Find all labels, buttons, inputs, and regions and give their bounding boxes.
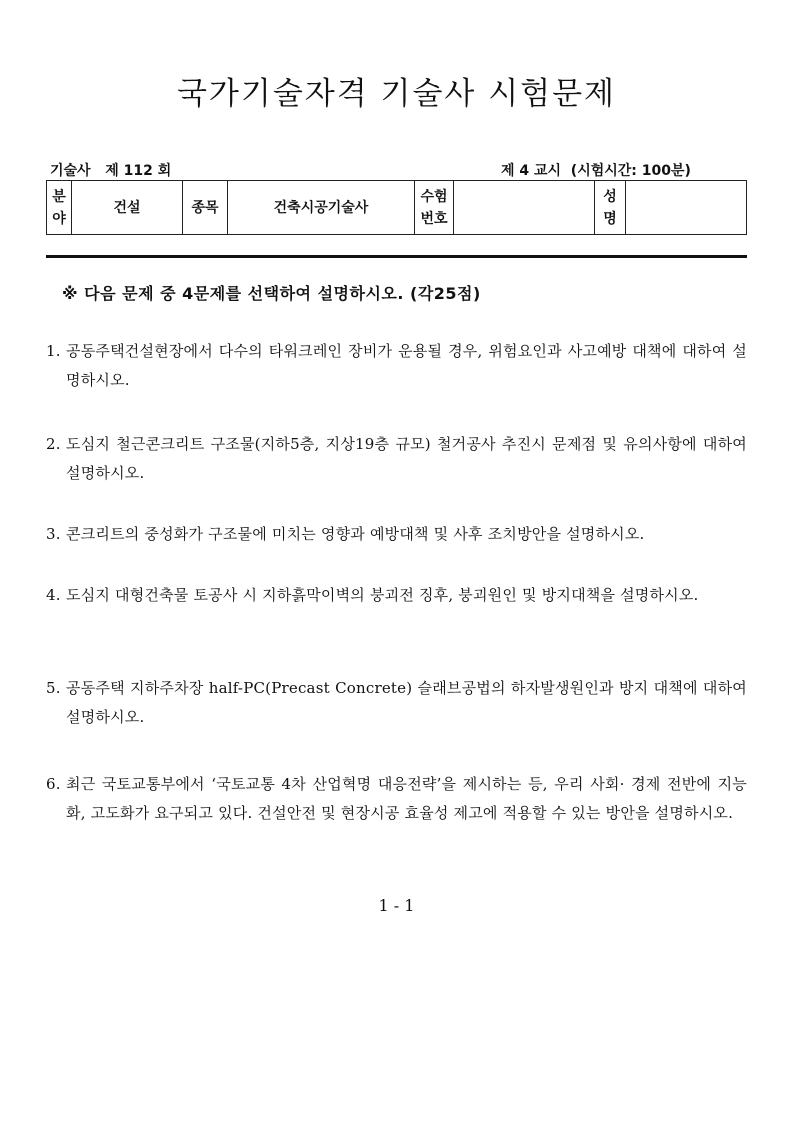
question-item (46, 430, 747, 488)
question-item (46, 337, 747, 395)
field-label-cell (47, 181, 72, 235)
name-label-cell (595, 181, 626, 235)
exam-session: 제 4 교시 (시험시간: 100분) (501, 163, 691, 179)
question-number: 4. (46, 586, 61, 604)
category-label: 종목 (183, 181, 228, 235)
exam-no-label-cell (415, 181, 454, 235)
exam-round: 기술사 제 112 회 (50, 163, 172, 179)
instruction: ※ 다음 문제 중 4문제를 선택하여 설명하시오. (각25점) (62, 284, 481, 303)
question-text: 콘크리트의 중성화가 구조물에 미치는 영향과 예방대책 및 사후 조치방안을 설명하시오. (66, 525, 645, 543)
category-value: 건축시공기술사 (228, 181, 415, 235)
exam-no-value (454, 181, 595, 235)
exam-no-label: 수험 번호 (420, 188, 448, 227)
question-text: 최근 국토교통부에서 ‘국토교통 4차 산업혁명 대응전략’을 제시하는 등, 우리 사회· 경제 전반에 지능화, 고도화가 요구되고 있다. 건설안전 및 현장시공 효율성 제고에 적용할 수 있는 방안을 설명하시오. (66, 775, 747, 822)
question-text: 도심지 대형건축물 토공사 시 지하흙막이벽의 붕괴전 징후, 붕괴원인 및 방지대책을 설명하시오. (66, 586, 699, 604)
field-label: 분 야 (52, 188, 66, 227)
question-item (46, 520, 747, 549)
question-number: 2. (46, 435, 61, 453)
page-title: 국가기술자격 기술사 시험문제 (176, 76, 616, 112)
question-text: 공동주택건설현장에서 다수의 타워크레인 장비가 운용될 경우, 위험요인과 사고예방 대책에 대하여 설명하시오. (66, 342, 747, 389)
divider (46, 255, 747, 258)
question-number: 6. (46, 775, 61, 793)
question-text: 공동주택 지하주차장 half-PC(Precast Concrete) 슬래브공법의 하자발생원인과 방지 대책에 대하여 설명하시오. (66, 679, 747, 726)
question-number: 1. (46, 342, 61, 360)
question-text: 도심지 철근콘크리트 구조물(지하5층, 지상19층 규모) 철거공사 추진시 문제점 및 유의사항에 대하여 설명하시오. (66, 435, 747, 482)
name-value (626, 181, 747, 235)
field-value: 건설 (72, 181, 183, 235)
question-number: 3. (46, 525, 61, 543)
name-label: 성 명 (603, 188, 617, 227)
question-item (46, 770, 747, 828)
page-number: 1 - 1 (378, 896, 415, 915)
exam-info-table (46, 180, 747, 235)
question-item (46, 674, 747, 732)
question-number: 5. (46, 679, 61, 697)
question-item (46, 581, 747, 610)
